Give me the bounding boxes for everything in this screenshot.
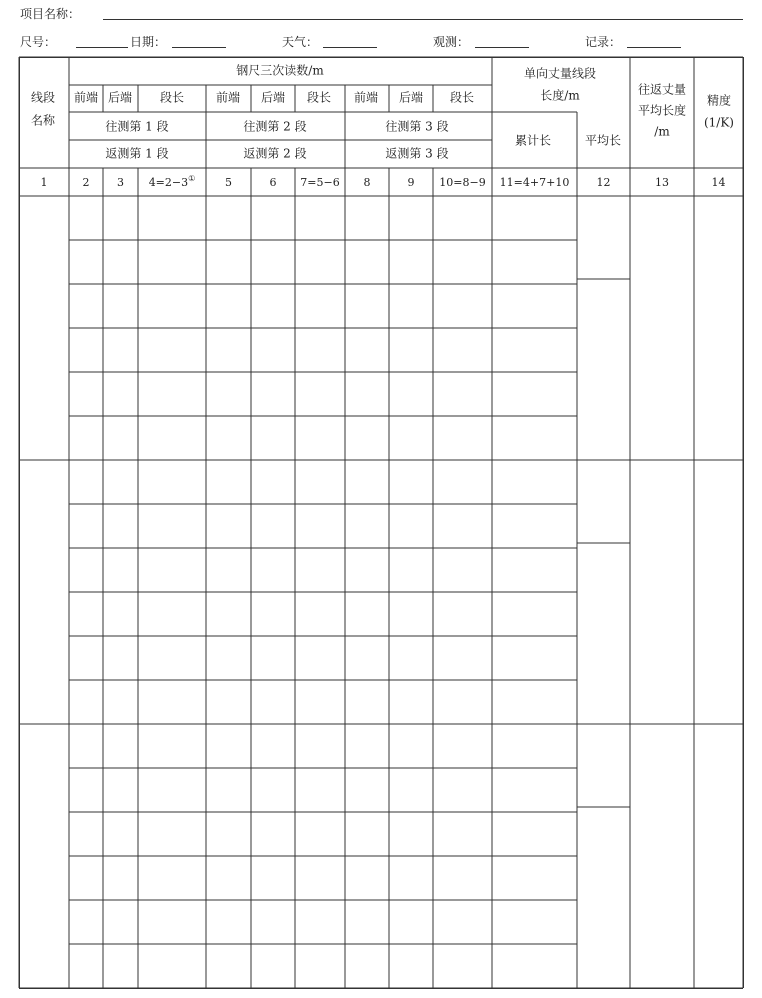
column-number-7: 7=5−6 <box>300 176 340 189</box>
roundtrip-average-header: /m <box>654 124 670 139</box>
footnote-mark: ① <box>188 174 196 183</box>
front-end-header-2: 前端 <box>215 90 241 105</box>
segment-length-header-1: 段长 <box>159 90 185 105</box>
forward-segment-2: 往测第 2 段 <box>243 119 307 134</box>
column-number-10: 10=8−9 <box>439 176 486 189</box>
column-number-9: 9 <box>407 176 415 189</box>
front-end-header-3: 前端 <box>353 90 379 105</box>
segment-name-header: 线段 <box>30 90 56 105</box>
column-number-2: 2 <box>82 176 90 189</box>
column-number-5: 5 <box>225 176 232 189</box>
table-grid <box>19 57 743 988</box>
column-number-14: 14 <box>711 176 726 189</box>
backward-segment-2: 返测第 2 段 <box>243 146 307 161</box>
weather-label: 天气： <box>282 35 319 49</box>
cumulative-length-header: 累计长 <box>514 133 552 148</box>
roundtrip-average-header: 往返丈量 <box>637 82 687 97</box>
column-number-6: 6 <box>269 176 277 189</box>
oneway-length-header: 单向丈量线段 <box>523 66 597 81</box>
column-number-1: 1 <box>40 176 48 189</box>
three-readings-header: 钢尺三次读数/m <box>236 63 324 78</box>
project-name-label: 项目名称： <box>20 7 81 21</box>
precision-header: (1/K) <box>703 115 735 130</box>
forward-segment-3: 往测第 3 段 <box>385 119 449 134</box>
recorder-label: 记录： <box>585 35 622 49</box>
column-number-12: 12 <box>596 176 611 189</box>
back-end-header-2: 后端 <box>260 90 286 105</box>
back-end-header-1: 后端 <box>107 90 133 105</box>
roundtrip-average-header: 平均长度 <box>637 103 687 118</box>
forward-segment-1: 往测第 1 段 <box>105 119 169 134</box>
ruler-number-label: 尺号： <box>20 35 57 49</box>
column-number-4: 4=2−3① <box>148 174 196 189</box>
oneway-length-header: 长度/m <box>540 88 580 103</box>
segment-length-header-3: 段长 <box>449 90 475 105</box>
average-length-header: 平均长 <box>584 133 622 148</box>
back-end-header-3: 后端 <box>398 90 424 105</box>
segment-length-header-2: 段长 <box>306 90 332 105</box>
observer-label: 观测： <box>433 35 470 49</box>
column-number-8: 8 <box>363 176 371 189</box>
backward-segment-3: 返测第 3 段 <box>385 146 449 161</box>
column-number-11: 11=4+7+10 <box>499 176 570 189</box>
column-number-3: 3 <box>117 176 124 189</box>
precision-header: 精度 <box>706 93 732 108</box>
backward-segment-1: 返测第 1 段 <box>105 146 169 161</box>
front-end-header-1: 前端 <box>73 90 99 105</box>
column-number-row <box>41 174 726 189</box>
date-label: 日期： <box>130 35 167 49</box>
column-number-13: 13 <box>655 176 669 189</box>
segment-name-header: 名称 <box>30 113 56 128</box>
